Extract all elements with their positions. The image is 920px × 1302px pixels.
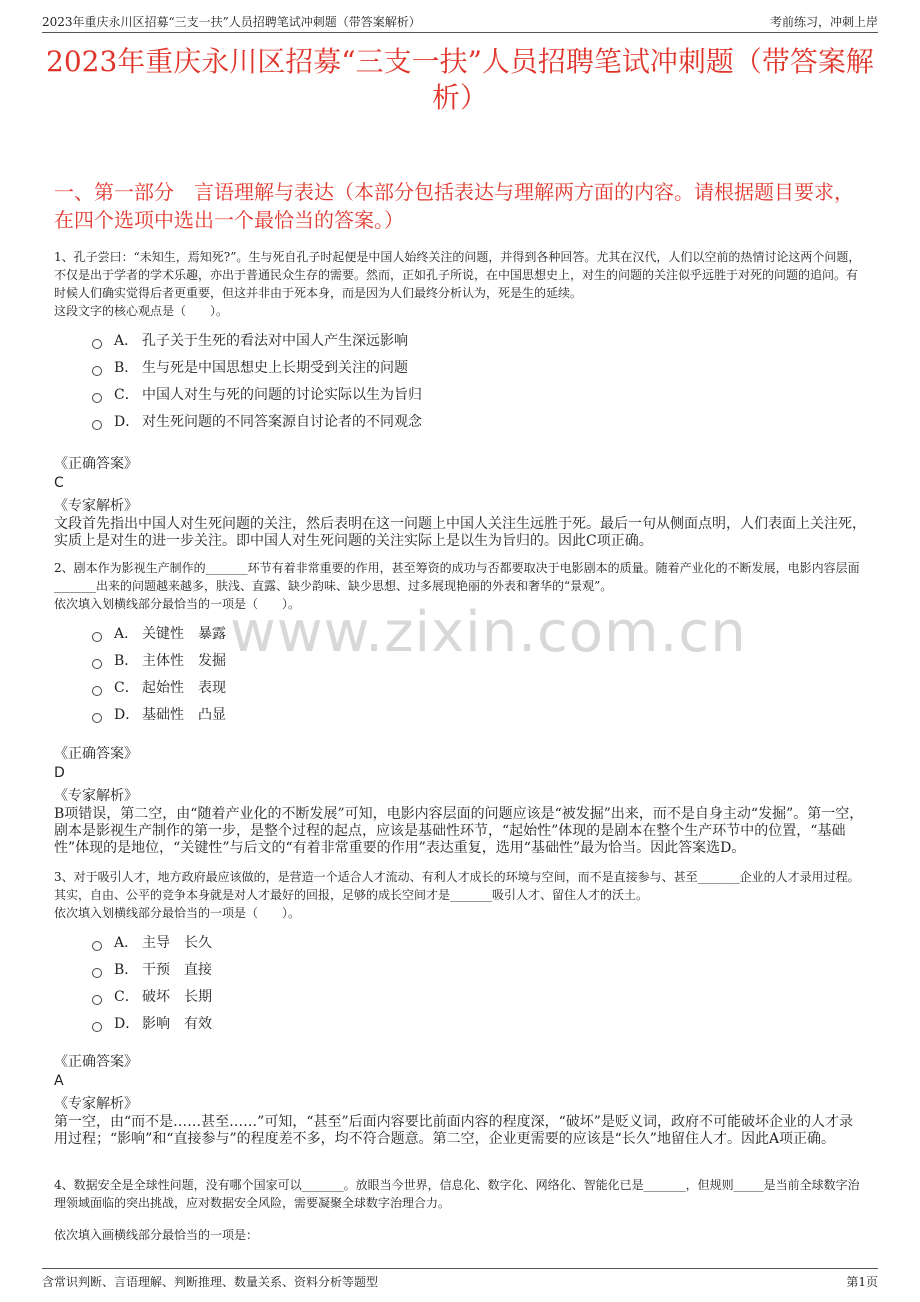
document-title: 2023年重庆永川区招募“三支一扶”人员招聘笔试冲刺题（带答案解析）	[46, 45, 874, 114]
option-a[interactable]: A． 主导 长久	[92, 930, 866, 957]
analysis-label: 《专家解析》	[54, 1096, 138, 1112]
answer-label: 《正确答案》	[54, 1054, 138, 1070]
answer-label: 《正确答案》	[54, 456, 138, 472]
analysis-label: 《专家解析》	[54, 498, 138, 514]
option-a[interactable]: A． 关键性 暴露	[92, 621, 866, 648]
question-prompt: 这段文字的核心观点是（ ）。	[54, 304, 229, 318]
question-4	[54, 1176, 866, 1244]
watermark: www.zixin.com.cn	[230, 600, 747, 665]
analysis-text: B项错误，第二空，由“随着产业化的不断发展”可知，电影内容层面的问题应该是“被发掘”出来，而不是自身主动“发掘”。第一空，剧本是影视生产制作的第一步，是整个过程的起点，应该是基础性环节，“起始性”体现的是剧本在整个生产环节中的位置，“基础性”体现的是地位，“关键性”与后文的“有着非常重要的作用”表达重复，选用“基础性”最为恰当。因此答案选D。	[54, 806, 864, 856]
analysis-label: 《专家解析》	[54, 788, 138, 804]
question-2	[54, 559, 866, 729]
analysis-text: 文段首先指出中国人对生死问题的关注，然后表明在这一问题上中国人关注生远胜于死。最后一句从侧面点明，人们表面上关注死，实质上是对生的进一步关注。即中国人对生死问题的关注实际上是以生为旨归的。因此C项正确。	[54, 516, 866, 549]
header-doc-title: 2023年重庆永川区招募“三支一扶”人员招聘笔试冲刺题（带答案解析）	[42, 15, 421, 29]
answer-block-2	[54, 740, 866, 857]
option-c[interactable]: C． 中国人对生与死的问题的讨论实际以生为旨归	[92, 382, 866, 409]
answer-label: 《正确答案》	[54, 746, 138, 762]
answer-block-3	[54, 1048, 866, 1148]
radio-icon[interactable]	[92, 713, 102, 723]
question-prompt: 依次填入画横线部分最恰当的一项是：	[54, 1228, 259, 1242]
footer-topics: 含常识判断、言语理解、判断推理、数量关系、资料分析等题型	[42, 1275, 379, 1289]
answer-block-1	[54, 450, 866, 550]
radio-icon[interactable]	[92, 366, 102, 376]
option-list	[92, 328, 866, 436]
option-d[interactable]: D． 对生死问题的不同答案源自讨论者的不同观念	[92, 409, 866, 436]
radio-icon[interactable]	[92, 995, 102, 1005]
radio-icon[interactable]	[92, 659, 102, 669]
question-stem: 3、对于吸引人才，地方政府最应该做的，是营造一个适合人才流动、有利人才成长的环境与空间，而不是直接参与、甚至_______企业的人才录用过程。其实，自由、公平的竞争本身就是对人才最好的回报，足够的成长空间才是_______吸引人才、留住人才的沃土。	[54, 870, 860, 902]
option-list	[92, 930, 866, 1038]
answer-value: C	[54, 475, 64, 491]
question-stem: 2、剧本作为影视生产制作的_______环节有着非常重要的作用，甚至筹资的成功与否都要取决于电影剧本的质量。随着产业化的不断发展，电影内容层面_______出来的问题越来越多，肤浅、直露、缺少韵味、缺少思想、过多展现艳丽的外表和奢华的“景观”。	[54, 561, 860, 593]
option-b[interactable]: B． 干预 直接	[92, 957, 866, 984]
option-list	[92, 621, 866, 729]
option-d[interactable]: D． 影响 有效	[92, 1011, 866, 1038]
radio-icon[interactable]	[92, 420, 102, 430]
page-header	[42, 10, 878, 33]
question-1	[54, 248, 866, 436]
radio-icon[interactable]	[92, 632, 102, 642]
option-b[interactable]: B． 生与死是中国思想史上长期受到关注的问题	[92, 355, 866, 382]
question-3	[54, 868, 866, 1038]
option-c[interactable]: C． 起始性 表现	[92, 675, 866, 702]
page-footer	[42, 1268, 878, 1291]
section-heading: 一、第一部分 言语理解与表达（本部分包括表达与理解两方面的内容。请根据题目要求，在四个选项中选出一个最恰当的答案。）	[54, 180, 854, 232]
answer-value: A	[54, 1073, 64, 1089]
question-stem: 1、孔子尝曰：“未知生，焉知死?”。生与死自孔子时起便是中国人始终关注的问题，并得到各种回答。尤其在汉代，人们以空前的热情讨论这两个问题，不仅是出于学者的学术乐趣，亦出于普通民众生存的需要。然而，正如孔子所说，在中国思想史上，对生的问题的关注似乎远胜于对死的问题的追问。有时候人们确实觉得后者更重要，但这并非由于死本身，而是因为人们最终分析认为，死是生的延续。	[54, 250, 861, 300]
question-prompt: 依次填入划横线部分最恰当的一项是（ ）。	[54, 597, 301, 611]
option-a[interactable]: A． 孔子关于生死的看法对中国人产生深远影响	[92, 328, 866, 355]
analysis-text: 第一空，由“而不是……甚至……”可知，“甚至”后面内容要比前面内容的程度深，“破坏”是贬义词，政府不可能破坏企业的人才录用过程；“影响”和“直接参与”的程度差不多，均不符合题意。第二空，企业更需要的应该是“长久”地留住人才。因此A项正确。	[54, 1114, 853, 1147]
option-d[interactable]: D． 基础性 凸显	[92, 702, 866, 729]
radio-icon[interactable]	[92, 1022, 102, 1032]
page-number: 第1页	[846, 1275, 878, 1289]
radio-icon[interactable]	[92, 941, 102, 951]
header-slogan: 考前练习，冲刺上岸	[769, 15, 878, 29]
answer-value: D	[54, 765, 65, 781]
question-prompt: 依次填入划横线部分最恰当的一项是（ ）。	[54, 906, 301, 920]
option-b[interactable]: B． 主体性 发掘	[92, 648, 866, 675]
question-stem: 4、数据安全是全球性问题，没有哪个国家可以_______。放眼当今世界，信息化、数字化、网络化、智能化已是_______，但规则_____是当前全球数字治理领域面临的突出挑战，应对数据安全风险，需要凝聚全球数字治理合力。	[54, 1178, 860, 1210]
option-c[interactable]: C． 破坏 长期	[92, 984, 866, 1011]
radio-icon[interactable]	[92, 686, 102, 696]
radio-icon[interactable]	[92, 968, 102, 978]
radio-icon[interactable]	[92, 339, 102, 349]
radio-icon[interactable]	[92, 393, 102, 403]
